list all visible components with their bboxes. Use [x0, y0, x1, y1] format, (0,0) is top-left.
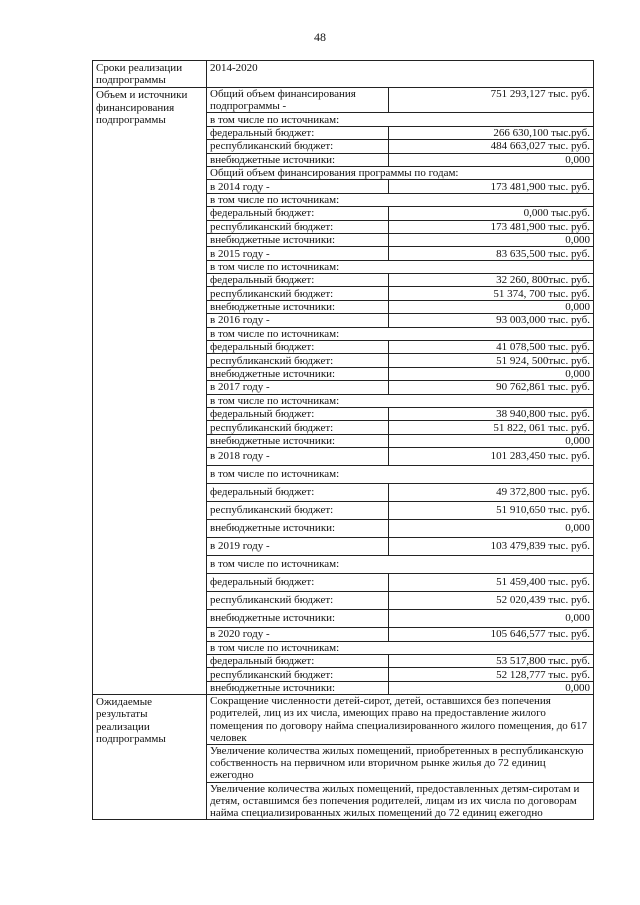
result-item: Увеличение количества жилых помещений, приобретенных в республиканскую собственность на первичном или вторичном рынке жилья до 72 единиц ежегодно: [207, 745, 593, 783]
year-rep-row: [207, 668, 593, 681]
year-rep-label: республиканский бюджет:: [207, 354, 389, 367]
year-fed-row: [207, 574, 593, 592]
year-incl-sources: в том числе по источникам:: [207, 327, 593, 340]
result-item: Увеличение количества жилых помещений, предоставленных детям-сиротам и детям, оставшимся без попечения родителей, лицам из их числа по договорам найма специализированных жилых помещений до 72 единиц ежегодно: [210, 782, 580, 819]
total-value: 751 293,127 тыс. руб.: [389, 88, 594, 113]
year-incl-sources: в том числе по источникам:: [207, 466, 593, 484]
year-fed-label: федеральный бюджет:: [207, 484, 389, 502]
year-fed-label: федеральный бюджет:: [207, 341, 389, 354]
year-ext-label: внебюджетные источники:: [207, 610, 389, 628]
year-total: 90 762,861 тыс. руб.: [389, 381, 594, 394]
year-ext-label: внебюджетные источники:: [207, 681, 389, 694]
year-rep-row: [207, 287, 593, 300]
year-total: 93 003,000 тыс. руб.: [389, 314, 594, 327]
year-ext-value: 0,000: [389, 434, 594, 447]
year-rep-label: республиканский бюджет:: [207, 421, 389, 434]
page-number: 48: [314, 30, 326, 44]
year-fed-row: [207, 654, 593, 667]
result-item: Сокращение численности детей-сирот, детей, оставшихся без попечения родителей, лиц из их числа, имеющих право на предоставление жилого помещения по договору найма специализированного жилого помещения, до 617 человек: [207, 695, 593, 745]
ext-value: 0,000: [389, 153, 594, 166]
funding-label: Объем и источники финансирования подпрограммы: [93, 88, 207, 695]
year-label: в 2016 году -: [207, 314, 389, 327]
year-incl-sources: в том числе по источникам:: [207, 394, 593, 407]
year-fed-row: [207, 207, 593, 220]
year-label: в 2018 году -: [207, 448, 389, 466]
year-total: 83 635,500 тыс. руб.: [389, 247, 594, 260]
year-fed-row: [207, 484, 593, 502]
year-total-row: [207, 628, 593, 641]
year-ext-label: внебюджетные источники:: [207, 367, 389, 380]
year-rep-label: республиканский бюджет:: [207, 502, 389, 520]
year-ext-value: 0,000: [389, 233, 594, 246]
year-total-row: [207, 381, 593, 394]
funding-row: [93, 88, 594, 695]
year-incl-sources: в том числе по источникам:: [207, 641, 593, 654]
year-incl-row: [207, 466, 593, 484]
year-total: 105 646,577 тыс. руб.: [389, 628, 594, 641]
by-years-row: [207, 166, 593, 179]
year-incl-sources: в том числе по источникам:: [207, 260, 593, 273]
year-fed-label: федеральный бюджет:: [207, 408, 389, 421]
year-incl-row: [207, 641, 593, 654]
year-ext-row: [207, 610, 593, 628]
year-ext-value: 0,000: [565, 681, 590, 694]
results-row: [93, 695, 594, 820]
year-ext-value: 0,000: [389, 300, 594, 313]
year-incl-row: [207, 394, 593, 407]
year-fed-label: федеральный бюджет:: [207, 207, 389, 220]
year-fed-value: 53 517,800 тыс. руб.: [389, 654, 594, 667]
year-fed-label: федеральный бюджет:: [207, 654, 389, 667]
year-rep-value: 51 374, 700 тыс. руб.: [389, 287, 594, 300]
year-ext-value: 0,000: [389, 520, 594, 538]
year-incl-row: [207, 193, 593, 206]
year-incl-sources: в том числе по источникам:: [207, 193, 593, 206]
year-rep-value: 173 481,900 тыс. руб.: [389, 220, 594, 233]
year-incl-row: [207, 327, 593, 340]
terms-label: Сроки реализации подпрограммы: [93, 61, 207, 88]
year-fed-value: 38 940,800 тыс. руб.: [389, 408, 594, 421]
subprogram-passport-table: [92, 60, 594, 820]
year-total: 101 283,450 тыс. руб.: [389, 448, 594, 466]
incl-sources: в том числе по источникам:: [207, 113, 593, 126]
year-fed-value: 49 372,800 тыс. руб.: [389, 484, 594, 502]
year-total-row: [207, 448, 593, 466]
year-rep-value: 52 128,777 тыс. руб.: [389, 668, 594, 681]
year-rep-label: республиканский бюджет:: [207, 220, 389, 233]
total-label: Общий объем финансирования подпрограммы -: [207, 88, 389, 113]
year-ext-value: 0,000: [389, 367, 594, 380]
year-fed-label: федеральный бюджет:: [207, 274, 389, 287]
year-ext-row: [207, 434, 593, 447]
year-total-row: [207, 180, 593, 193]
year-ext-label: внебюджетные источники:: [207, 233, 389, 246]
year-rep-label: республиканский бюджет:: [207, 287, 389, 300]
fed-label: федеральный бюджет:: [207, 126, 389, 139]
funding-table: [207, 88, 593, 694]
rep-label: республиканский бюджет:: [207, 140, 389, 153]
year-rep-value: 51 924, 500тыс. руб.: [389, 354, 594, 367]
incl-sources-row: [207, 113, 593, 126]
year-incl-row: [207, 556, 593, 574]
rep-row: [207, 140, 593, 153]
year-label: в 2014 году -: [207, 180, 389, 193]
year-ext-row: [207, 300, 593, 313]
year-total-row: [207, 247, 593, 260]
year-ext-row: [207, 681, 593, 694]
year-label: в 2017 году -: [207, 381, 389, 394]
year-total-row: [207, 538, 593, 556]
year-total: 103 479,839 тыс. руб.: [389, 538, 594, 556]
year-fed-row: [207, 408, 593, 421]
year-label: в 2020 году -: [207, 628, 389, 641]
year-rep-row: [207, 502, 593, 520]
year-rep-value: 51 910,650 тыс. руб.: [389, 502, 594, 520]
year-ext-label: внебюджетные источники:: [207, 520, 389, 538]
ext-label: внебюджетные источники:: [207, 153, 389, 166]
year-rep-row: [207, 592, 593, 610]
year-rep-label: республиканский бюджет:: [207, 668, 389, 681]
year-ext-value: 0,000: [389, 610, 594, 628]
year-label: в 2015 году -: [207, 247, 389, 260]
terms-row: [93, 61, 594, 88]
year-fed-row: [207, 341, 593, 354]
fed-value: 266 630,100 тыс.руб.: [389, 126, 594, 139]
year-fed-value: 32 260, 800тыс. руб.: [389, 274, 594, 287]
year-total: 173 481,900 тыс. руб.: [389, 180, 594, 193]
year-rep-row: [207, 220, 593, 233]
year-incl-row: [207, 260, 593, 273]
ext-row: [207, 153, 593, 166]
fed-row: [207, 126, 593, 139]
year-rep-value: 52 020,439 тыс. руб.: [389, 592, 594, 610]
year-fed-label: федеральный бюджет:: [207, 574, 389, 592]
year-ext-row: [207, 520, 593, 538]
year-fed-row: [207, 274, 593, 287]
year-ext-label: внебюджетные источники:: [207, 434, 389, 447]
year-rep-value: 51 822, 061 тыс. руб.: [389, 421, 594, 434]
terms-value: 2014-2020: [207, 61, 594, 88]
year-rep-row: [207, 354, 593, 367]
year-fed-value: 41 078,500 тыс. руб.: [389, 341, 594, 354]
year-incl-sources: в том числе по источникам:: [207, 556, 593, 574]
year-ext-row: [207, 233, 593, 246]
results-label: Ожидаемые результаты реализации подпрограммы: [93, 695, 207, 820]
year-label: в 2019 году -: [207, 538, 389, 556]
year-total-row: [207, 314, 593, 327]
year-rep-row: [207, 421, 593, 434]
year-ext-row: [207, 367, 593, 380]
rep-value: 484 663,027 тыс. руб.: [389, 140, 594, 153]
year-fed-value: 51 459,400 тыс. руб.: [389, 574, 594, 592]
by-years: Общий объем финансирования программы по годам:: [207, 166, 593, 179]
year-fed-value: 0,000 тыс.руб.: [389, 207, 594, 220]
year-ext-label: внебюджетные источники:: [207, 300, 389, 313]
year-rep-label: республиканский бюджет:: [207, 592, 389, 610]
total-row: [207, 88, 593, 113]
